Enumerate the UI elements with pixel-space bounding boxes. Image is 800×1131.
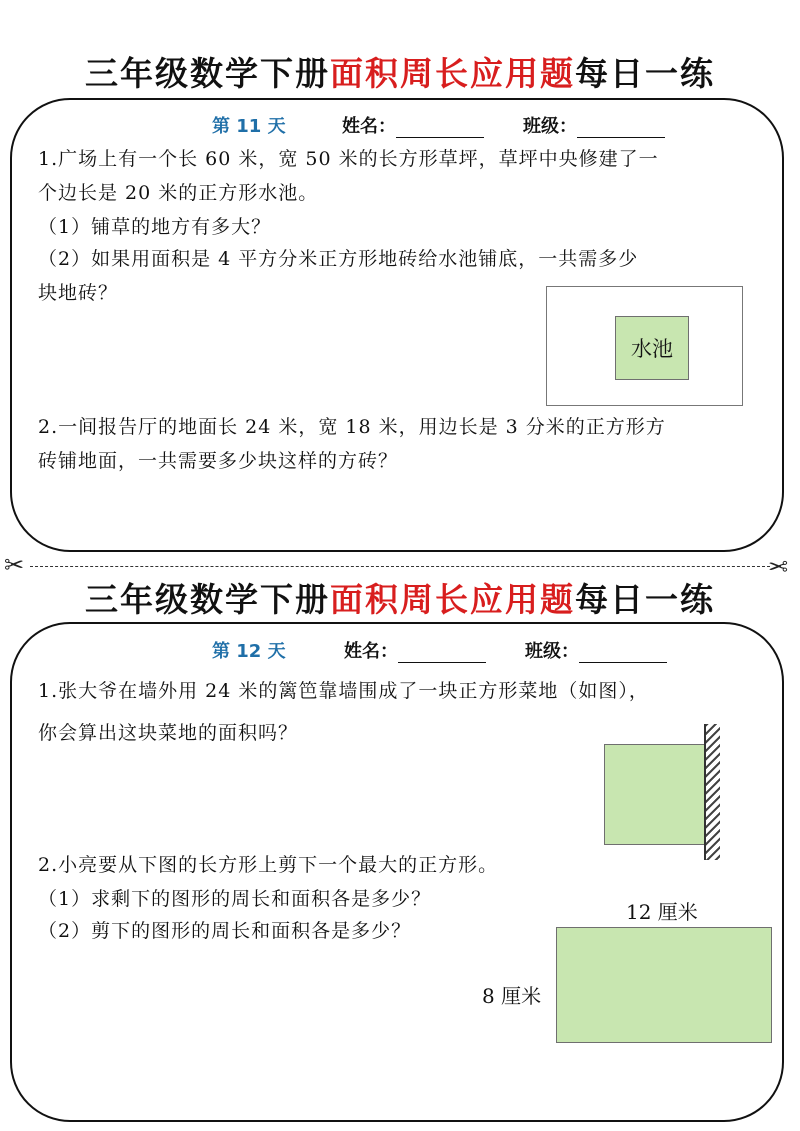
title-suffix: 每日一练 [575, 580, 715, 619]
title-suffix: 每日一练 [575, 54, 715, 93]
title-highlight: 面积周长应用题 [330, 580, 575, 619]
height-label: 8 厘米 [482, 984, 542, 1008]
class-blank[interactable] [577, 116, 665, 138]
garden-square [604, 744, 705, 845]
name-label: 姓名： [342, 116, 396, 137]
class-label: 班级： [523, 116, 577, 137]
sheet2-class-field[interactable] [525, 637, 667, 663]
sheet2-name-field[interactable] [344, 637, 486, 663]
sheet2-q2-sub2: （2）剪下的图形的周长和面积各是多少？ [38, 920, 412, 942]
scissors-icon: ✂ [768, 553, 789, 581]
sheet1-q2-line2: 砖铺地面，一共需要多少块这样的方砖？ [38, 450, 399, 472]
sheet2-q1-line1: 1.张大爷在墙外用 24 米的篱笆靠墙围成了一块正方形菜地（如图）， [38, 680, 649, 702]
scissors-icon: ✂ [4, 551, 25, 579]
class-blank[interactable] [579, 641, 667, 663]
pool-label: 水池 [631, 337, 673, 361]
sheet2-q2-line1: 2.小亮要从下图的长方形上剪下一个最大的正方形。 [38, 854, 499, 876]
name-blank[interactable] [398, 641, 486, 663]
paper-rectangle [556, 927, 772, 1043]
title-highlight: 面积周长应用题 [330, 54, 575, 93]
sheet1-q1-line1: 1.广场上有一个长 60 米，宽 50 米的长方形草坪，草坪中央修建了一 [38, 148, 659, 170]
class-label: 班级： [525, 641, 579, 662]
sheet1-q1-sub1: （1）铺草的地方有多大？ [38, 216, 272, 238]
sheet1-q1-sub2-line1: （2）如果用面积是 4 平方分米正方形地砖给水池铺底，一共需多少 [38, 248, 639, 270]
width-label: 12 厘米 [626, 900, 698, 924]
name-blank[interactable] [396, 116, 484, 138]
sheet2-q1-line2: 你会算出这块菜地的面积吗？ [38, 722, 299, 744]
title-prefix: 三年级数学下册 [85, 580, 330, 619]
wall-hatch [704, 724, 720, 860]
sheet2-day: 第 12 天 [212, 641, 286, 662]
name-label: 姓名： [344, 641, 398, 662]
sheet1-q1-line2: 个边长是 20 米的正方形水池。 [38, 182, 319, 204]
sheet1-class-field[interactable] [523, 112, 665, 138]
pool-square [615, 316, 689, 380]
sheet2-title [0, 574, 800, 621]
title-prefix: 三年级数学下册 [85, 54, 330, 93]
sheet1-q1-sub2-line2: 块地砖？ [38, 282, 119, 304]
sheet2-q2-sub1: （1）求剩下的图形的周长和面积各是多少？ [38, 888, 432, 910]
sheet1-title [0, 48, 800, 95]
sheet1-name-field[interactable] [342, 112, 484, 138]
sheet1-q2-line1: 2.一间报告厅的地面长 24 米，宽 18 米，用边长是 3 分米的正方形方 [38, 416, 666, 438]
cut-line [30, 566, 770, 567]
sheet1-day: 第 11 天 [212, 116, 286, 137]
